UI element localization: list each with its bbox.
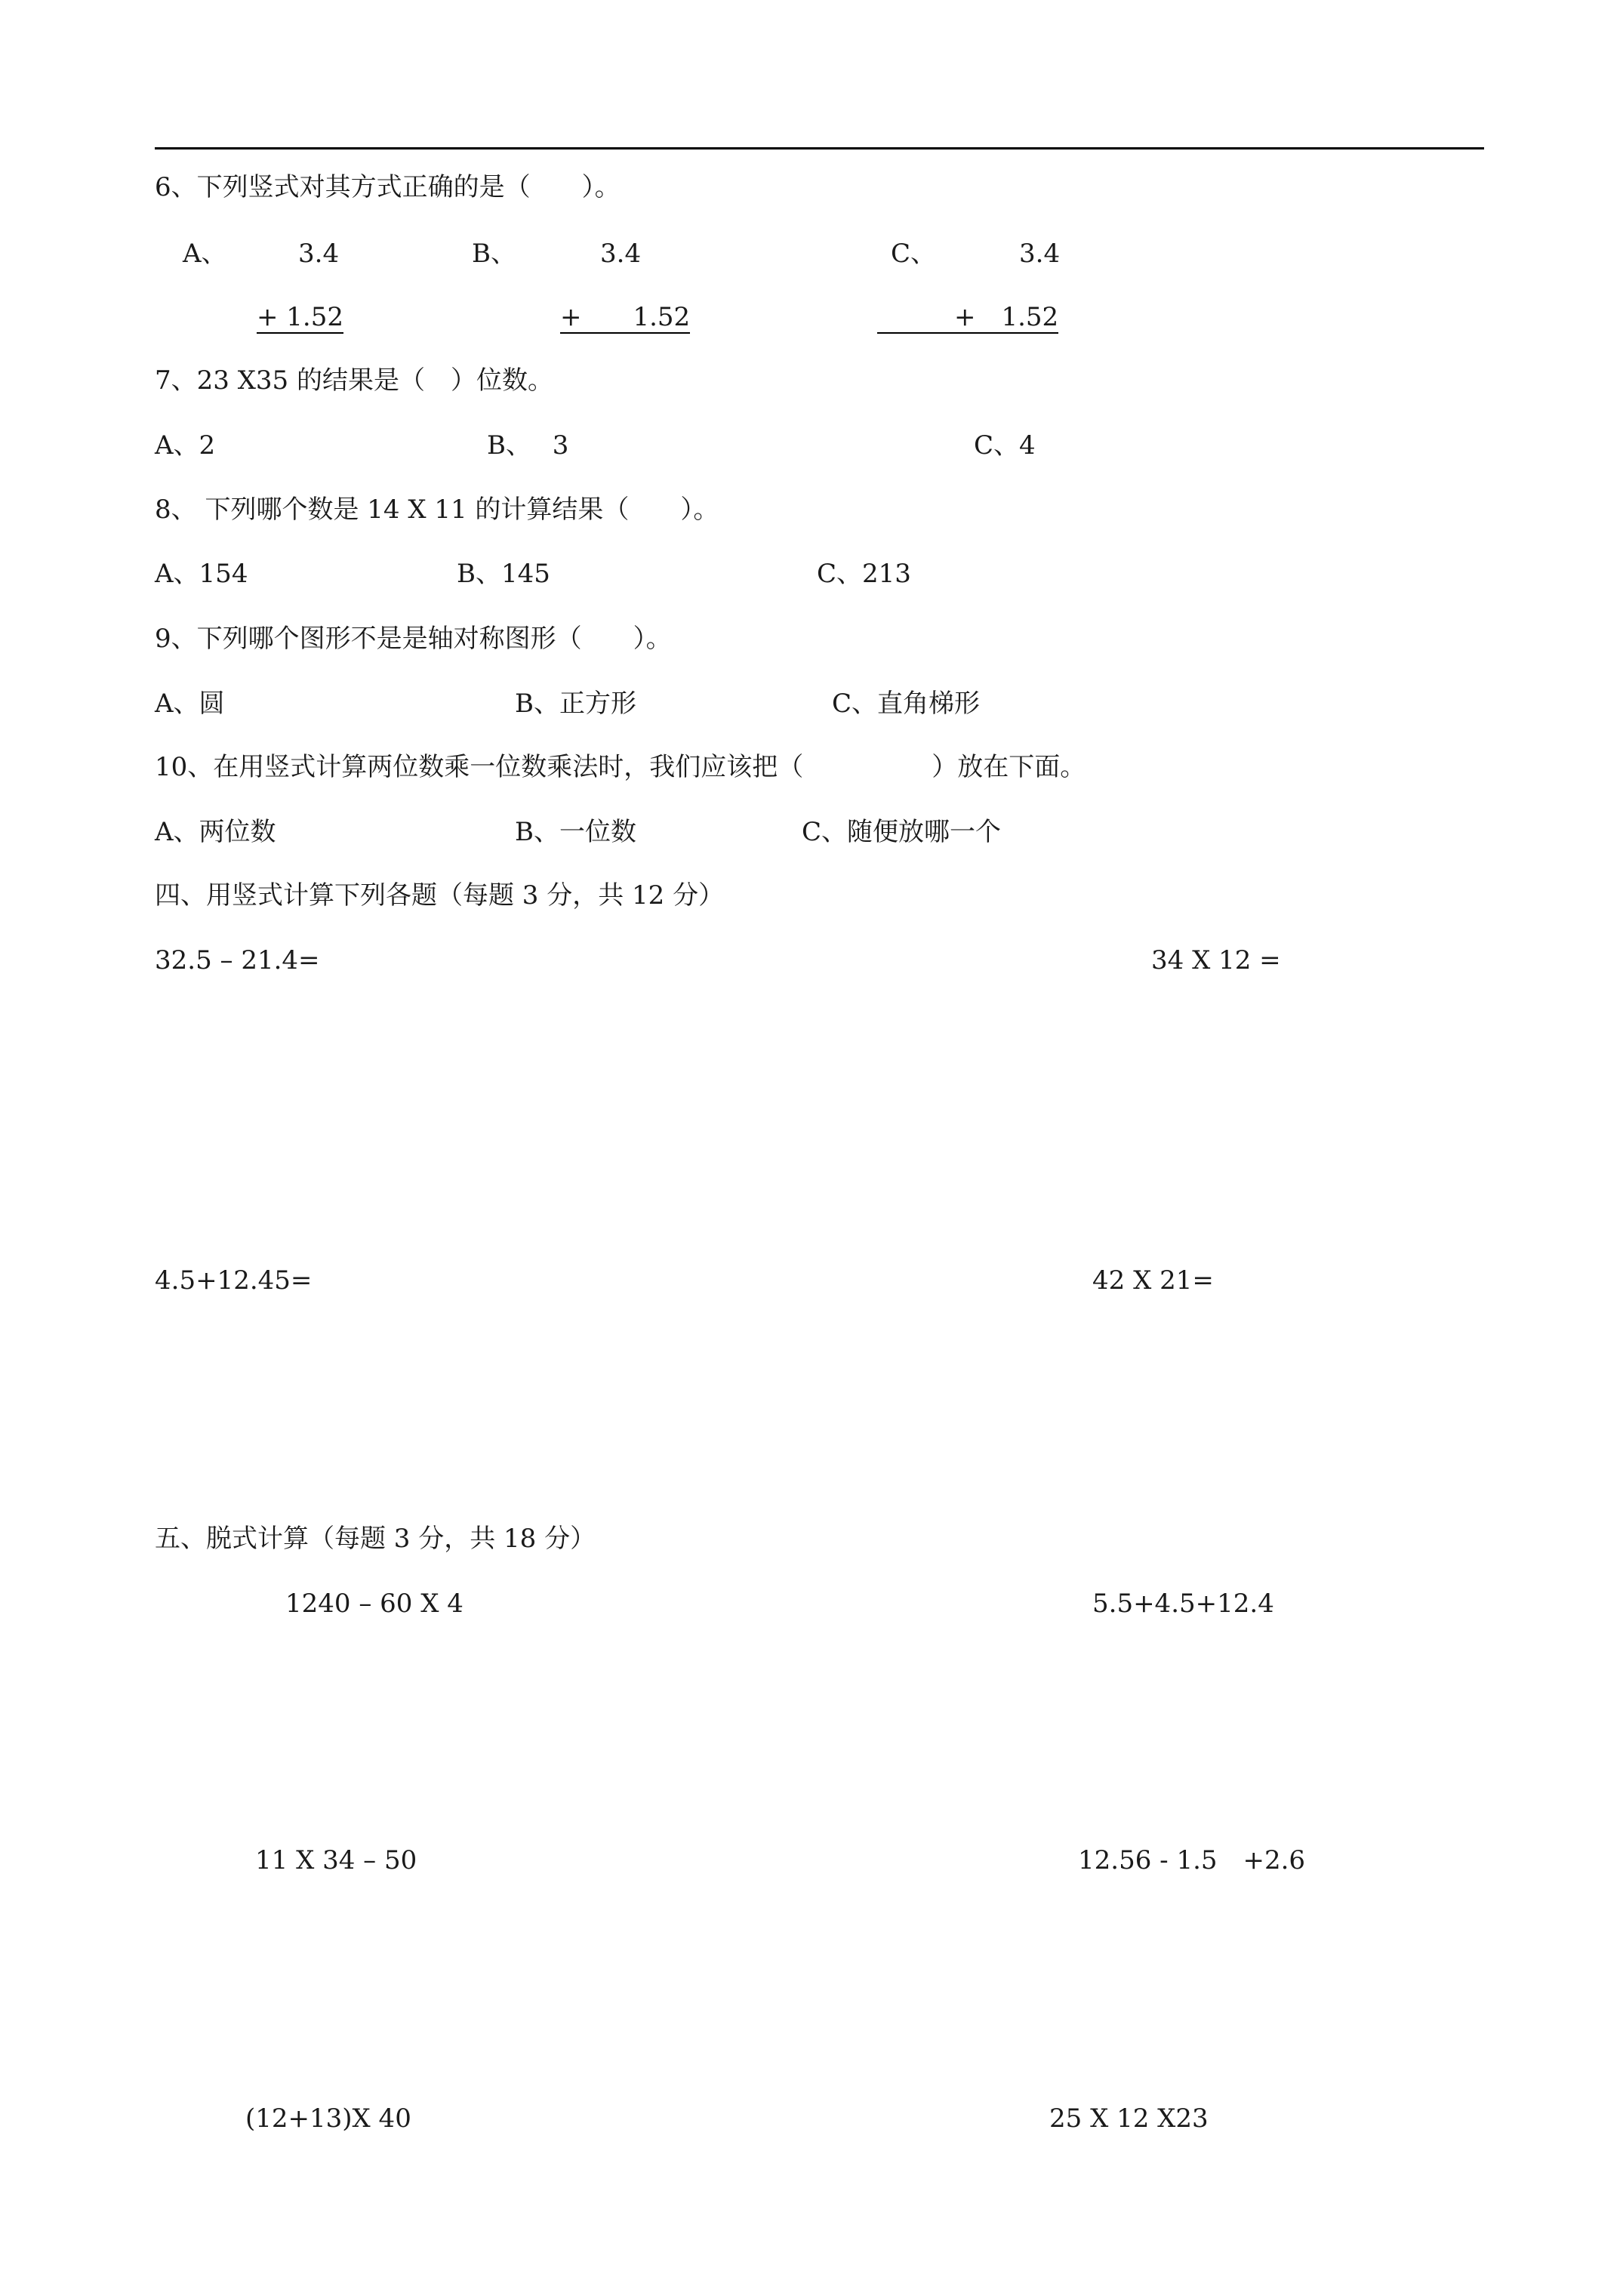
q7-option-c: C、4 [974, 430, 1036, 461]
q6-option-c-top: 3.4 [1019, 239, 1061, 269]
q8-option-a: A、154 [155, 559, 248, 589]
section5-problem-3: 11 X 34 – 50 [255, 1845, 417, 1875]
q8-option-b: B、145 [457, 559, 550, 589]
q6-option-b-bottom: + 1.52 [560, 302, 691, 332]
q10-stem: 10、在用竖式计算两位数乘一位数乘法时，我们应该把（ ）放在下面。 [155, 752, 1086, 782]
section4-problem-3: 4.5+12.45= [155, 1265, 313, 1296]
q6-option-c-bottom: + 1.52 [877, 302, 1059, 332]
q10-option-a: A、两位数 [155, 817, 276, 847]
q9-option-b: B、正方形 [515, 689, 636, 719]
section4-problem-4: 42 X 21= [1092, 1265, 1214, 1296]
q6-option-b-label: B、 [472, 239, 516, 269]
section5-heading: 五、脱式计算（每题 3 分，共 18 分） [155, 1524, 596, 1554]
section5-problem-4: 12.56 - 1.5 +2.6 [1078, 1845, 1306, 1875]
section4-problem-2: 34 X 12 = [1151, 945, 1281, 975]
q10-option-c: C、随便放哪一个 [802, 817, 1002, 847]
section5-problem-6: 25 X 12 X23 [1049, 2103, 1209, 2134]
q6-option-c-label: C、 [891, 239, 937, 269]
q6-option-a-top: 3.4 [298, 239, 340, 269]
q9-option-a: A、圆 [155, 689, 225, 719]
section5-problem-2: 5.5+4.5+12.4 [1092, 1589, 1274, 1619]
section4-problem-1: 32.5 – 21.4= [155, 945, 320, 975]
section5-problem-1: 1240 – 60 X 4 [285, 1589, 463, 1619]
q8-stem: 8、 下列哪个数是 14 X 11 的计算结果（ ）。 [155, 495, 719, 525]
section5-problem-5: (12+13)X 40 [245, 2103, 411, 2134]
q6-option-a-bottom: + 1.52 [257, 302, 343, 332]
q6-option-b-top: 3.4 [600, 239, 642, 269]
q7-stem: 7、23 X35 的结果是（ ）位数。 [155, 365, 553, 396]
q10-option-b: B、一位数 [515, 817, 636, 847]
q8-option-c: C、213 [817, 559, 911, 589]
q7-option-b: B、 3 [487, 430, 569, 461]
q9-option-c: C、直角梯形 [832, 689, 981, 719]
header-rule [155, 147, 1484, 149]
section4-heading: 四、用竖式计算下列各题（每题 3 分，共 12 分） [155, 880, 725, 911]
q7-option-a: A、2 [155, 430, 216, 461]
q6-stem: 6、下列竖式对其方式正确的是（ ）。 [155, 172, 621, 202]
q6-option-a-label: A、 [183, 239, 227, 269]
q9-stem: 9、下列哪个图形不是是轴对称图形（ ）。 [155, 624, 672, 654]
